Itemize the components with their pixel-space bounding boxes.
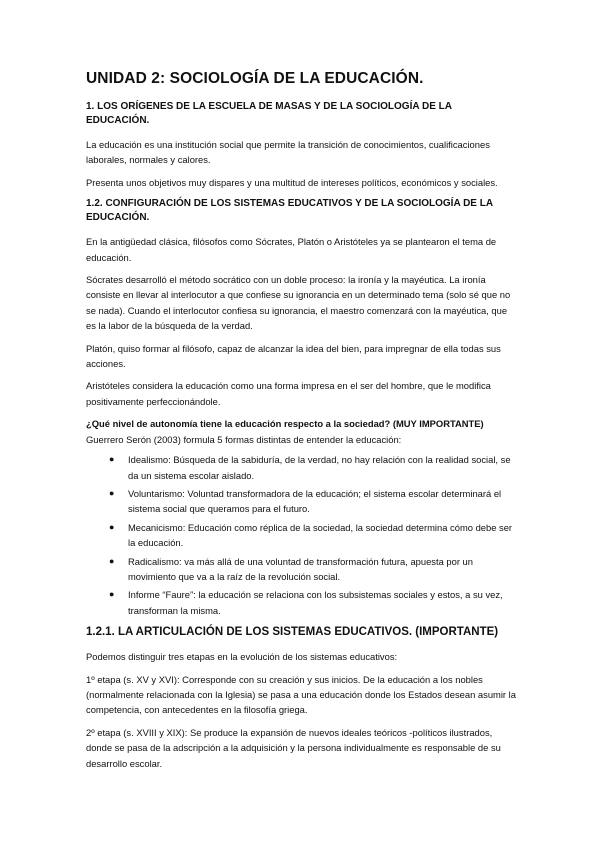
section-2-paragraph-2: Sócrates desarrolló el método socrático con un doble proceso: la ironía y la mayéutica. La ironía consiste en llevar al interlocutor a que confiese su ignorancia en un determinado tema (solo sé que no se nada). Cuando el interlocutor confiesa su ignorancia, el maestro comenzará con la mayéutica, que es la labor de la búsqueda de la verdad.	[86, 274, 511, 332]
section-2-paragraph-1: En la antigüedad clásica, filósofos como Sócrates, Platón o Aristóteles ya se plantearon el tema de educación.	[86, 236, 497, 263]
bullet-icon: ●	[109, 487, 115, 498]
section-1-heading: 1. LOS ORÍGENES DE LA ESCUELA DE MASAS Y DE LA SOCIOLOGÍA DE LA EDUCACIÓN.	[86, 101, 452, 126]
question-text: ¿Qué nivel de autonomía tiene la educación respecto a la sociedad? (MUY IMPORTANTE)	[86, 418, 484, 430]
list-item: ● Radicalismo: va más allá de una voluntad de transformación futura, apuesta por un movimiento que va a la raíz de la revolución social.	[109, 555, 473, 582]
section-3-paragraph-2: 1º etapa (s. XV y XVI): Corresponde con su creación y sus inicios. De la educación a los nobles (normalmente relacionada con la Iglesia) se pasa a una educación donde los Estados desean asumir la competencia, con antecedentes en la filosofía griega.	[86, 673, 516, 716]
list-item: ● Voluntarismo: Voluntad transformadora de la educación; el sistema escolar determinará el sistema social que queramos para el futuro.	[109, 487, 502, 515]
section-1-paragraph-2: Presenta unos objetivos muy dispares y una multitud de intereses políticos, económicos y sociales.	[86, 176, 498, 188]
bullet-icon: ●	[109, 589, 115, 600]
education-forms-list	[86, 452, 516, 618]
section-3-paragraph-1: Podemos distinguir tres etapas en la evolución de los sistemas educativos:	[86, 651, 398, 663]
section-3-heading: 1.2.1. LA ARTICULACIÓN DE LOS SISTEMAS EDUCATIVOS. (IMPORTANTE)	[86, 626, 499, 639]
list-item: ● Idealismo: Búsqueda de la sabiduría, de la verdad, no hay relación con la realidad social, se da un sistema escolar aislado.	[109, 454, 511, 481]
bullet-icon: ●	[109, 555, 115, 566]
list-item: ● Mecanicismo: Educación como réplica de la sociedad, la sociedad determina cómo debe ser la educación.	[109, 521, 513, 549]
list-item: ● Informe “Faure”: la educación se relaciona con los subsistemas sociales y estos, a su vez, transforman la misma.	[109, 589, 503, 616]
autonomy-question	[86, 416, 516, 447]
section-1-paragraph-1: La educación es una institución social que permite la transición de conocimientos, cualificaciones laborales, normales y calores.	[86, 139, 490, 166]
section-3-paragraph-3: 2º etapa (s. XVIII y XIX): Se produce la expansión de nuevos ideales teóricos -políticos ilustrados, donde se pasa de la adscripción a la adquisición y la persona individualmente es responsable de su desarrollo escolar.	[86, 726, 501, 769]
bullet-icon: ●	[109, 521, 115, 532]
question-intro: Guerrero Serón (2003) formula 5 formas distintas de entender la educación:	[86, 433, 402, 445]
section-2-paragraph-4: Aristóteles considera la educación como una forma impresa en el ser del hombre, que le modifica positivamente perfeccionándole.	[86, 380, 491, 407]
document-page	[86, 70, 516, 778]
bullet-icon: ●	[109, 454, 115, 465]
section-2-paragraph-3: Platón, quiso formar al filósofo, capaz de alcanzar la idea del bien, para impregnar de ella todas sus acciones.	[86, 342, 501, 370]
document-title: UNIDAD 2: SOCIOLOGÍA DE LA EDUCACIÓN.	[86, 70, 424, 87]
section-2-heading: 1.2. CONFIGURACIÓN DE LOS SISTEMAS EDUCATIVOS Y DE LA SOCIOLOGÍA DE LA EDUCACIÓN.	[86, 198, 493, 224]
